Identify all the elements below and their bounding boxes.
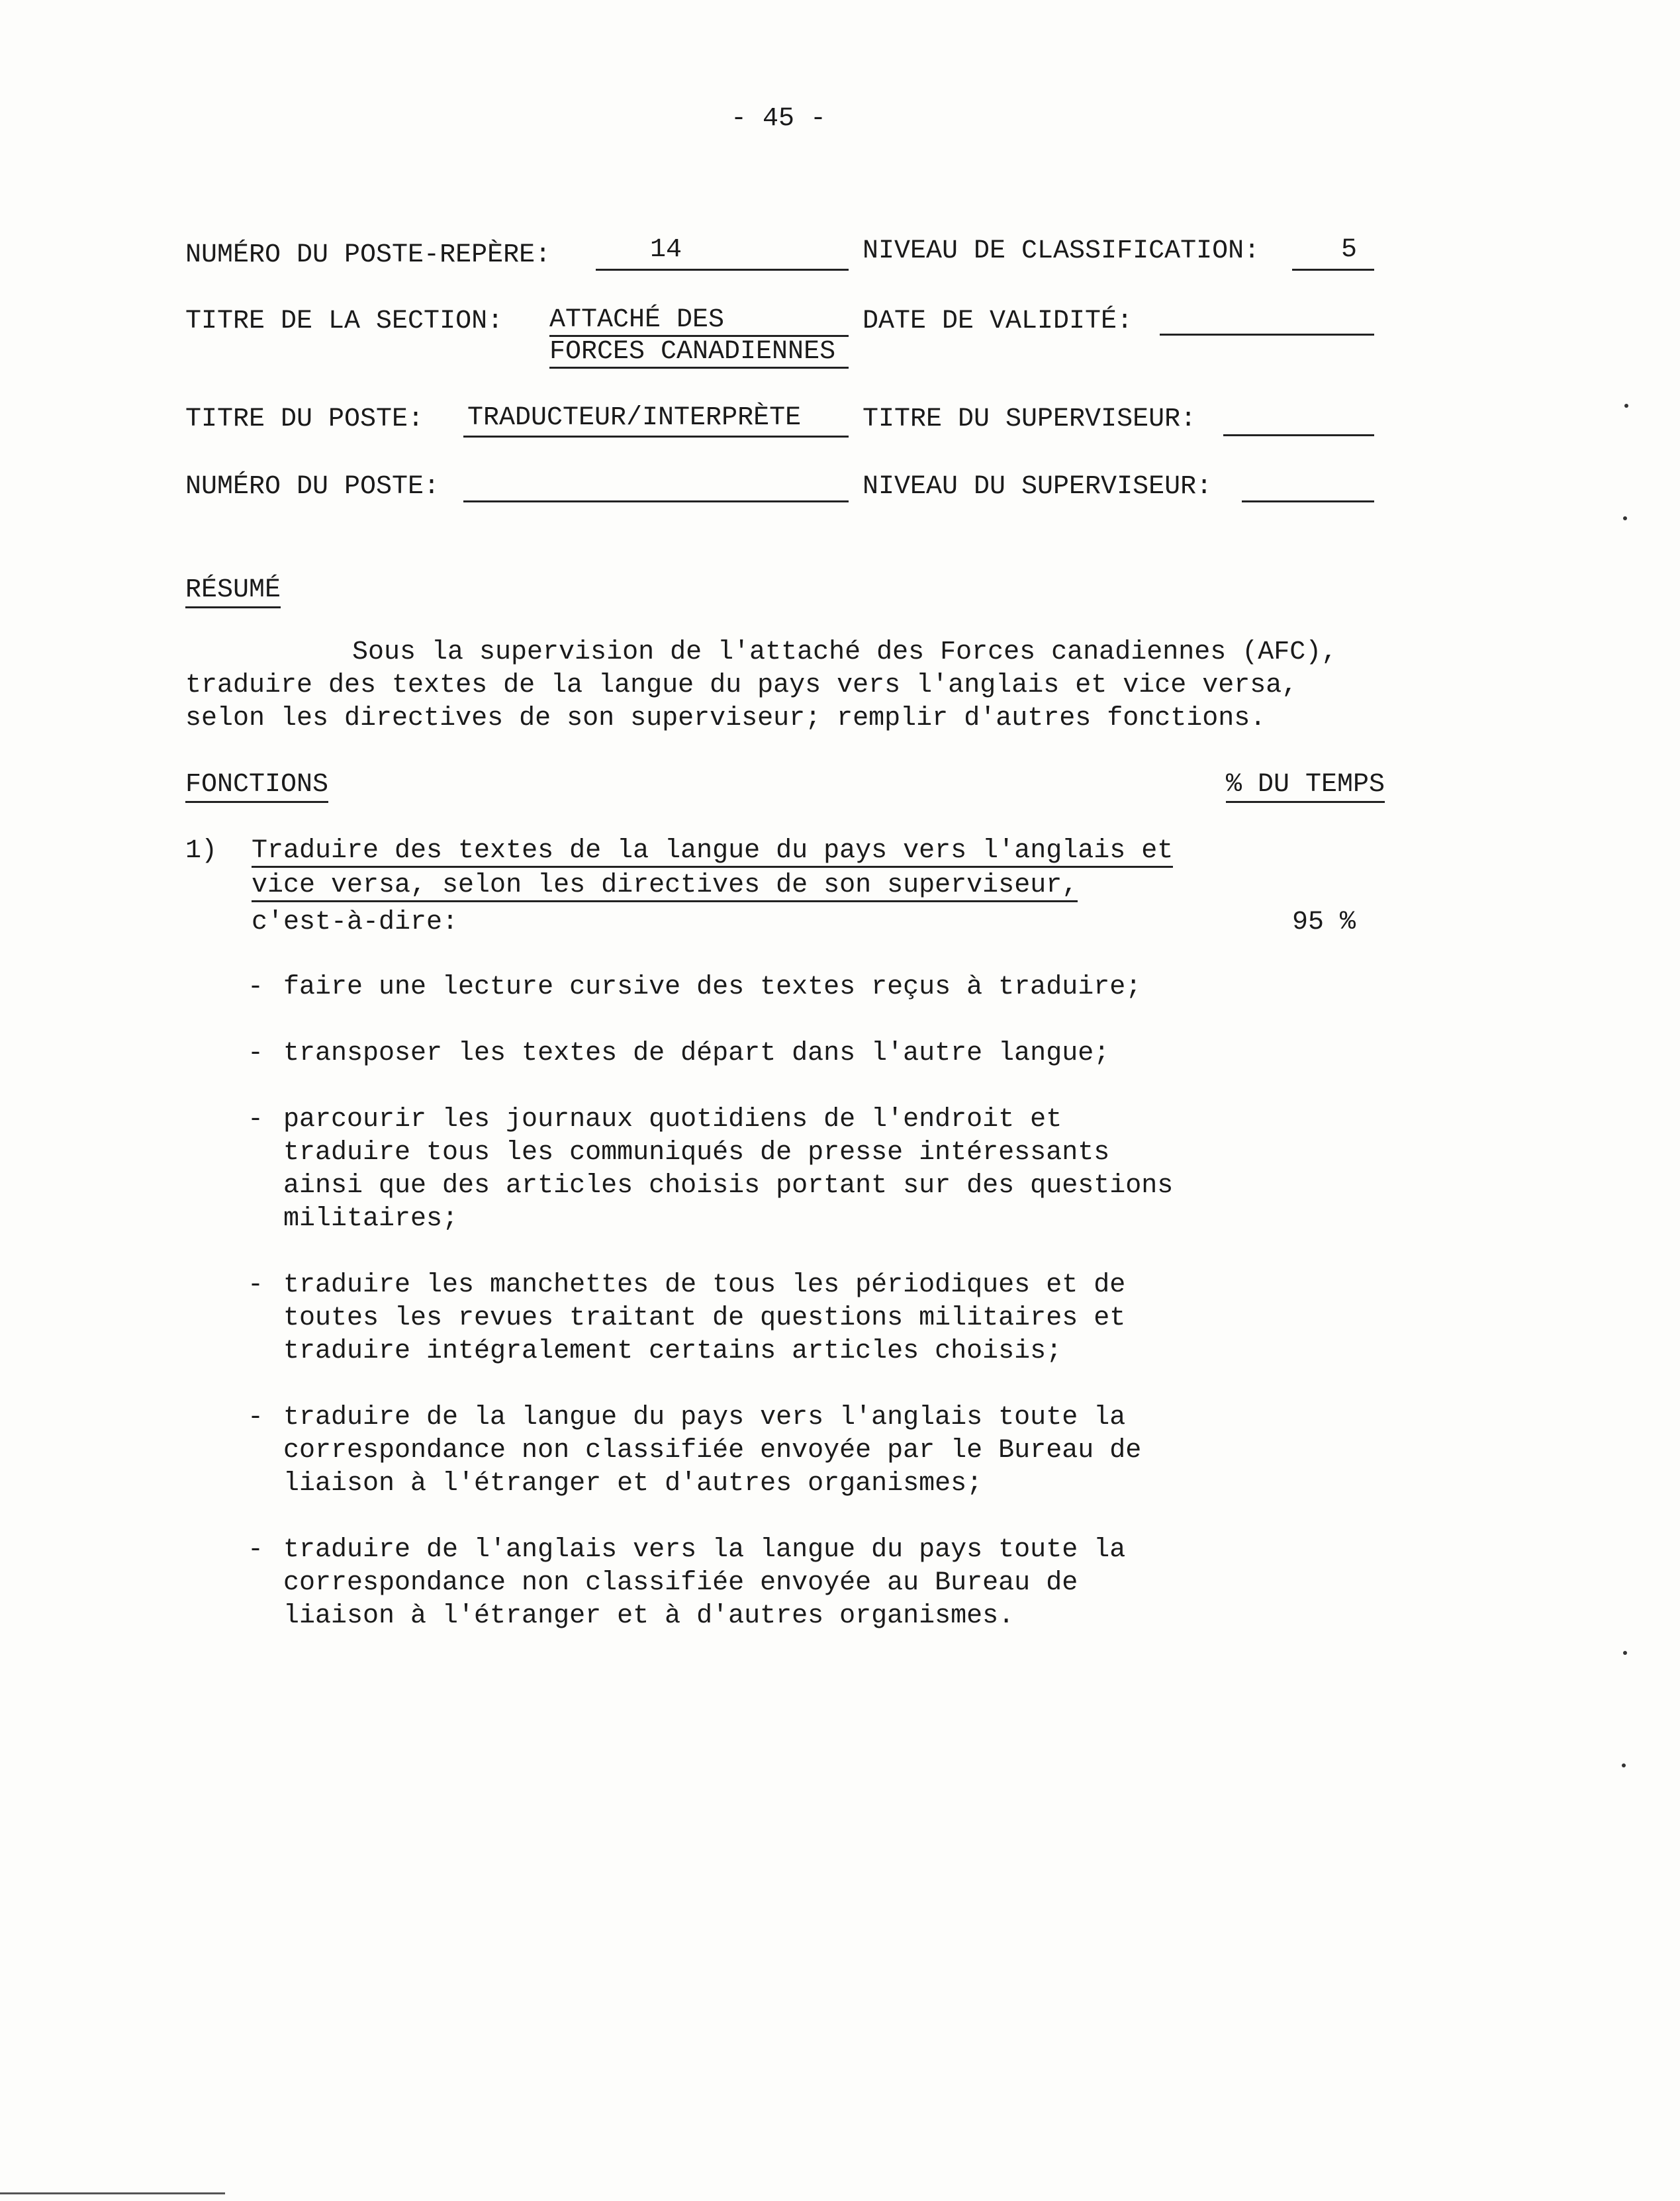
validity-label: DATE DE VALIDITÉ: — [863, 306, 1133, 336]
position-title-value: TRADUCTEUR/INTERPRÈTE — [467, 403, 802, 433]
bullet-4-line-2: toutes les revues traitant de questions militaires et — [283, 1303, 1126, 1333]
bullet-6-line-1: traduire de l'anglais vers la langue du pays toute la — [283, 1535, 1126, 1565]
section-value-line1: ATTACHÉ DES — [549, 305, 725, 335]
validity-field-line — [1160, 334, 1374, 336]
scan-speck — [1622, 1763, 1626, 1767]
benchmark-field-line — [596, 269, 849, 271]
function-item-percent: 95 % — [1292, 908, 1356, 937]
scan-speck — [1623, 1651, 1627, 1655]
benchmark-label: NUMÉRO DU POSTE-REPÈRE: — [185, 240, 551, 270]
supervisor-level-field-line — [1242, 500, 1374, 502]
position-number-field-line — [463, 500, 849, 502]
supervisor-title-field-line — [1223, 434, 1374, 436]
summary-line-3: selon les directives de son superviseur; remplir d'autres fonctions. — [185, 704, 1266, 733]
scan-speck — [1623, 516, 1627, 520]
bullet-4-line-1: traduire les manchettes de tous les périodiques et de — [283, 1270, 1126, 1300]
bullet-3-line-3: ainsi que des articles choisis portant sur des questions — [283, 1171, 1174, 1201]
classification-field-line — [1292, 269, 1374, 271]
function-item-number: 1) — [185, 836, 218, 866]
position-title-field-line — [463, 436, 849, 438]
position-title-label: TITRE DU POSTE: — [185, 404, 424, 434]
summary-line-2: traduire des textes de la langue du pays vers l'anglais et vice versa, — [185, 671, 1298, 700]
bullet-dash: - — [248, 1105, 264, 1135]
bullet-dash: - — [248, 972, 264, 1002]
section-label: TITRE DE LA SECTION: — [185, 306, 504, 336]
supervisor-title-label: TITRE DU SUPERVISEUR: — [863, 404, 1197, 434]
bullet-6-line-3: liaison à l'étranger et à d'autres organismes. — [283, 1601, 1015, 1631]
bottom-edge-rule — [0, 2192, 225, 2194]
bullet-4-line-3: traduire intégralement certains articles choisis; — [283, 1336, 1062, 1366]
bullet-dash: - — [248, 1535, 264, 1565]
bullet-3-line-4: militaires; — [283, 1204, 459, 1234]
function-item-line-3: c'est-à-dire: — [252, 908, 459, 937]
bullet-dash: - — [248, 1039, 264, 1068]
supervisor-level-label: NIVEAU DU SUPERVISEUR: — [863, 472, 1213, 502]
bullet-5-line-2: correspondance non classifiée envoyée par le Bureau de — [283, 1436, 1142, 1466]
position-number-label: NUMÉRO DU POSTE: — [185, 472, 440, 502]
bullet-dash: - — [248, 1270, 264, 1300]
function-item-line-2: vice versa, selon les directives de son superviseur, — [252, 872, 1078, 902]
summary-line-1: Sous la supervision de l'attaché des Forces canadiennes (AFC), — [352, 637, 1338, 667]
bullet-5-line-3: liaison à l'étranger et d'autres organismes; — [283, 1469, 983, 1499]
bullet-3-line-2: traduire tous les communiqués de presse intéressants — [283, 1138, 1110, 1168]
classification-value: 5 — [1341, 235, 1358, 265]
section-field-line2 — [549, 367, 849, 369]
bullet-3-line-1: parcourir les journaux quotidiens de l'endroit et — [283, 1105, 1062, 1135]
bullet-dash: - — [248, 1403, 264, 1432]
page-number: - 45 - — [731, 104, 827, 134]
time-heading: % DU TEMPS — [1226, 772, 1385, 803]
classification-label: NIVEAU DE CLASSIFICATION: — [863, 236, 1260, 266]
bullet-1-line-1: faire une lecture cursive des textes reçus à traduire; — [283, 972, 1142, 1002]
function-item-line-1: Traduire des textes de la langue du pays vers l'anglais et — [252, 838, 1173, 868]
summary-heading: RÉSUMÉ — [185, 577, 281, 608]
functions-heading: FONCTIONS — [185, 772, 328, 803]
section-value-line2: FORCES CANADIENNES — [549, 337, 836, 367]
scan-speck — [1624, 404, 1628, 408]
bullet-5-line-1: traduire de la langue du pays vers l'anglais toute la — [283, 1403, 1126, 1432]
benchmark-value: 14 — [650, 235, 682, 265]
bullet-2-line-1: transposer les textes de départ dans l'autre langue; — [283, 1039, 1110, 1068]
bullet-6-line-2: correspondance non classifiée envoyée au Bureau de — [283, 1568, 1078, 1598]
